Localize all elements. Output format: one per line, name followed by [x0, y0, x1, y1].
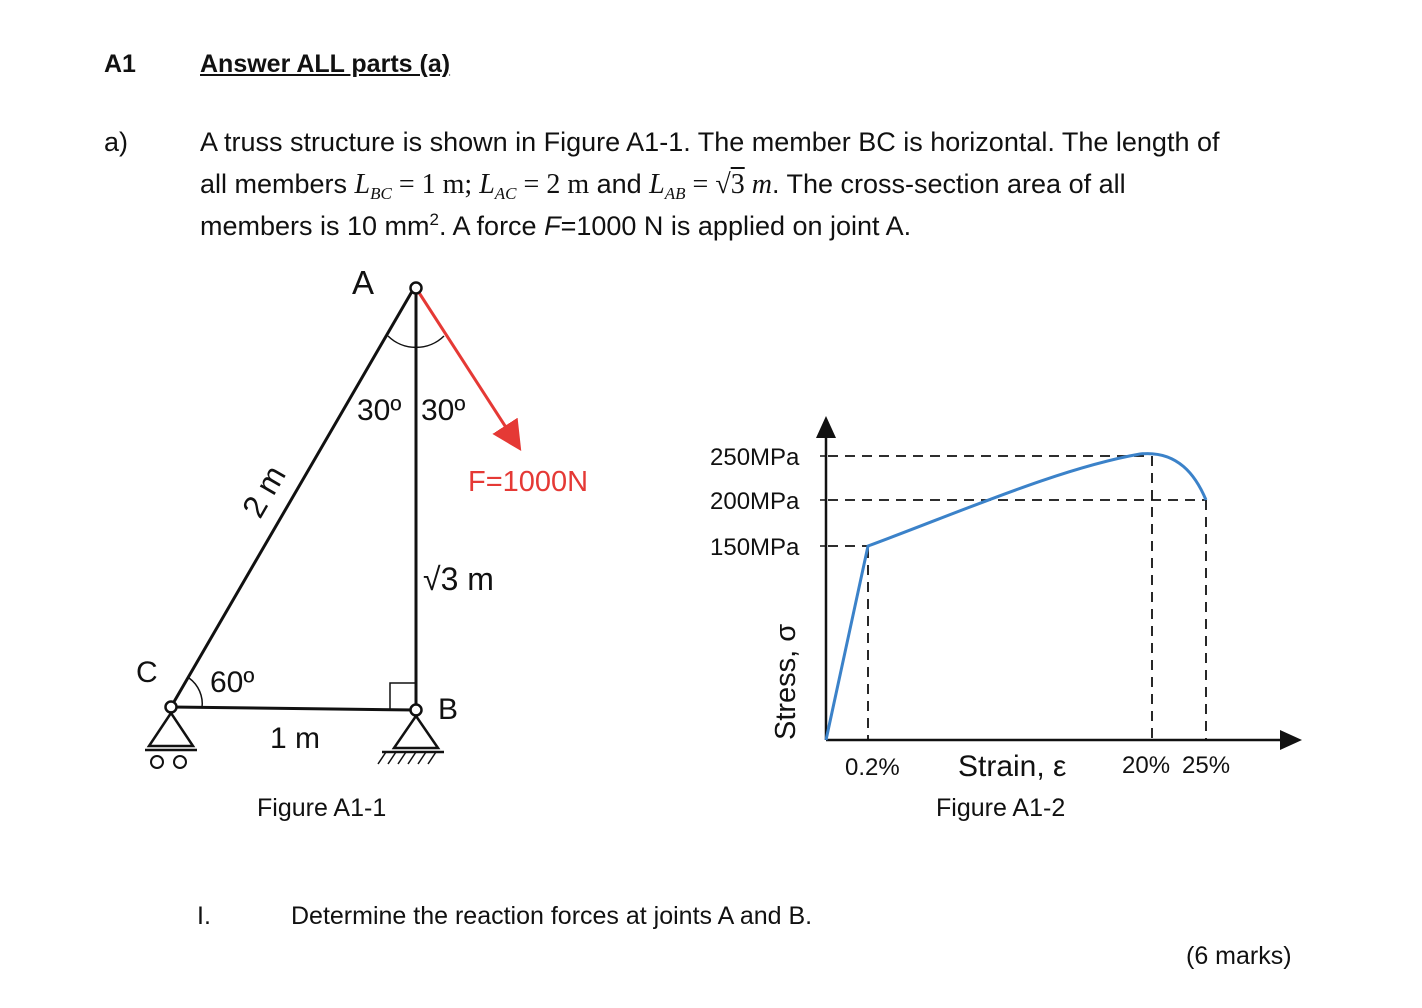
math-val-bc: = 1 m; [391, 169, 480, 200]
paragraph-line-1: A truss structure is shown in Figure A1-1. The member BC is horizontal. The length of [200, 127, 1220, 157]
math-sub-ac: AC [494, 184, 517, 203]
math-sub-ab: AB [664, 184, 686, 203]
guide-lines [828, 456, 1206, 740]
math-eq-ab: = √ [685, 169, 731, 200]
caption-figure-1: Figure A1-1 [257, 794, 387, 822]
member-ac [171, 288, 414, 707]
y-tick-label-150: 150MPa [710, 534, 800, 561]
roller-wheel-left [151, 756, 163, 768]
label-joint-a: A [352, 264, 375, 301]
line3-text-b: . A force [439, 211, 545, 241]
question-heading: Answer ALL parts (a) [200, 50, 451, 78]
roller-wheel-right [174, 756, 186, 768]
joint-a [411, 283, 422, 294]
line3-force-symbol: F [544, 211, 561, 241]
label-angle-left: 30º [357, 394, 402, 427]
math-L-ab: L [649, 169, 665, 200]
ground-hatch-b [378, 752, 436, 764]
x-tick-label-02: 0.2% [845, 754, 900, 781]
label-joint-c: C [136, 656, 158, 689]
x-axis-label: Strain, ε [958, 750, 1067, 783]
x-tick-label-20: 20% [1122, 752, 1171, 779]
member-bc [171, 707, 416, 710]
y-axis-label: Stress, σ [770, 623, 802, 740]
math-unit-ab: m [744, 169, 772, 200]
truss-figure [136, 264, 588, 822]
caption-figure-2: Figure A1-2 [936, 794, 1066, 822]
subquestion-text: Determine the reaction forces at joints A and B. [291, 902, 813, 930]
label-length-ab: √3 m [423, 561, 494, 597]
pin-support-b [394, 716, 438, 748]
line2-text-end: . The cross-section area of all [771, 169, 1126, 199]
math-sub-bc: BC [370, 184, 392, 203]
label-joint-b: B [438, 693, 459, 726]
stress-strain-curve [826, 454, 1206, 740]
subquestion-number: I. [197, 902, 211, 930]
question-number: A1 [104, 50, 136, 78]
part-label: a) [104, 127, 129, 157]
label-angle-c: 60º [210, 666, 255, 699]
roller-support-c [149, 713, 193, 746]
angle-arc-c [189, 678, 202, 708]
label-length-bc: 1 m [270, 722, 321, 755]
x-tick-label-25: 25% [1182, 752, 1231, 779]
y-axis-arrow [816, 416, 836, 438]
stress-strain-chart [710, 416, 1302, 822]
line3-text-c: =1000 N is applied on joint A. [560, 211, 912, 241]
x-axis-arrow [1280, 730, 1302, 750]
math-L-bc: L [354, 169, 371, 200]
math-val-ac: = 2 m [516, 169, 590, 200]
line2-text-a: all members [200, 169, 355, 199]
math-root-ab: 3 [730, 169, 745, 200]
label-force: F=1000N [468, 466, 589, 498]
y-tick-label-200: 200MPa [710, 488, 800, 515]
label-length-ac: 2 m [234, 459, 293, 524]
line3-sup: 2 [429, 210, 440, 229]
y-tick-label-250: 250MPa [710, 444, 800, 471]
label-angle-right: 30º [421, 394, 466, 427]
line3-text-a: members is 10 mm [200, 211, 430, 241]
line2-and: and [589, 169, 650, 199]
math-L-ac: L [479, 169, 495, 200]
marks-label: (6 marks) [1186, 942, 1292, 970]
